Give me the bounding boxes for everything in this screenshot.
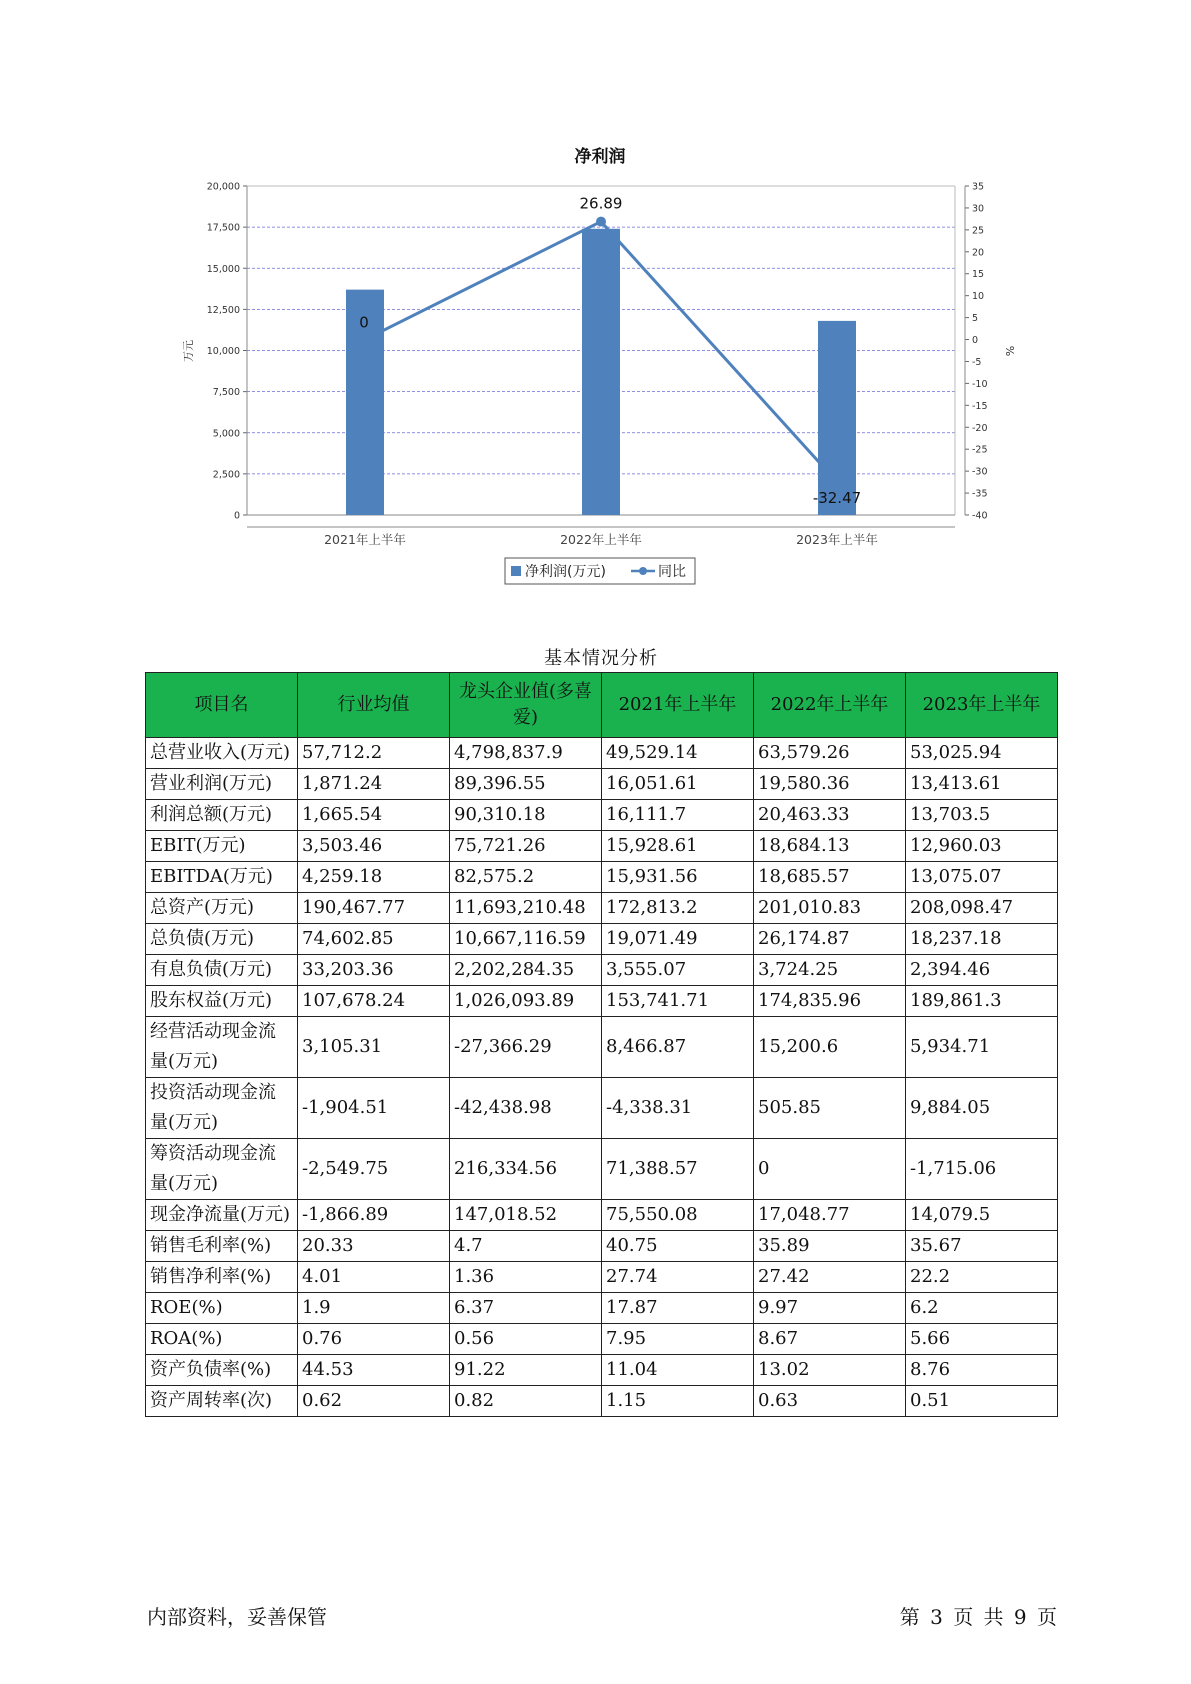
right-tick-label: 25: [972, 225, 985, 237]
table-cell: -27,366.29: [450, 1017, 602, 1078]
left-tick-label: 17,500: [206, 222, 240, 234]
row-label: EBIT(万元): [146, 831, 298, 862]
right-tick-label: -20: [972, 422, 988, 434]
table-cell: 5,934.71: [906, 1017, 1058, 1078]
right-tick-label: 35: [972, 181, 985, 193]
table-cell: 82,575.2: [450, 862, 602, 893]
table-row: [146, 955, 1058, 986]
table-cell: -2,549.75: [298, 1139, 450, 1200]
left-tick-label: 20,000: [206, 181, 240, 193]
table-cell: 18,684.13: [754, 831, 906, 862]
table-cell: 14,079.5: [906, 1200, 1058, 1231]
table-cell: 18,237.18: [906, 924, 1058, 955]
table-cell: 2,202,284.35: [450, 955, 602, 986]
table-cell: 12,960.03: [906, 831, 1058, 862]
x-tick-label: 2023年上半年: [796, 532, 878, 547]
right-tick-label: -30: [972, 466, 988, 478]
table-header-row: [146, 673, 1058, 738]
table-cell: 201,010.83: [754, 893, 906, 924]
table-cell: 172,813.2: [602, 893, 754, 924]
table-cell: 44.53: [298, 1355, 450, 1386]
table-cell: 33,203.36: [298, 955, 450, 986]
table-cell: 75,550.08: [602, 1200, 754, 1231]
table-cell: 26,174.87: [754, 924, 906, 955]
chart-title: 净利润: [574, 147, 626, 167]
chart-svg: [0, 0, 1191, 600]
left-tick-label: 2,500: [212, 469, 240, 481]
table-cell: 0.56: [450, 1324, 602, 1355]
table-cell: 89,396.55: [450, 769, 602, 800]
table-row: [146, 738, 1058, 769]
table-cell: 63,579.26: [754, 738, 906, 769]
row-label: EBITDA(万元): [146, 862, 298, 893]
table-row: [146, 1355, 1058, 1386]
row-label: 投资活动现金流量(万元): [146, 1078, 298, 1139]
table-cell: 3,555.07: [602, 955, 754, 986]
table-cell: 107,678.24: [298, 986, 450, 1017]
table-cell: 53,025.94: [906, 738, 1058, 769]
table-row: [146, 1386, 1058, 1417]
table-cell: 4,798,837.9: [450, 738, 602, 769]
right-tick-label: -40: [972, 510, 988, 522]
row-label: ROA(%): [146, 1324, 298, 1355]
table-cell: 190,467.77: [298, 893, 450, 924]
line-point: [596, 217, 606, 227]
table-cell: -4,338.31: [602, 1078, 754, 1139]
table-cell: 174,835.96: [754, 986, 906, 1017]
table-row: [146, 1078, 1058, 1139]
table-cell: 57,712.2: [298, 738, 450, 769]
table-cell: 40.75: [602, 1231, 754, 1262]
table-cell: 75,721.26: [450, 831, 602, 862]
row-label: 有息负债(万元): [146, 955, 298, 986]
table-cell: 1,871.24: [298, 769, 450, 800]
table-cell: 17.87: [602, 1293, 754, 1324]
table-cell: 216,334.56: [450, 1139, 602, 1200]
table-row: [146, 924, 1058, 955]
table-cell: 13,075.07: [906, 862, 1058, 893]
y-right-axis-label: %: [1003, 345, 1016, 357]
table-cell: 8.67: [754, 1324, 906, 1355]
table-cell: 0.82: [450, 1386, 602, 1417]
table-cell: 3,503.46: [298, 831, 450, 862]
table-cell: 0.51: [906, 1386, 1058, 1417]
right-tick-label: 20: [972, 247, 985, 259]
row-label: 资产周转率(次): [146, 1386, 298, 1417]
table-cell: 4.01: [298, 1262, 450, 1293]
bar-net-profit: [582, 229, 620, 515]
table-cell: 49,529.14: [602, 738, 754, 769]
table-cell: 0.76: [298, 1324, 450, 1355]
table-cell: 18,685.57: [754, 862, 906, 893]
table-row: [146, 1262, 1058, 1293]
legend-line-marker: [639, 567, 647, 575]
row-label: 总负债(万元): [146, 924, 298, 955]
right-tick-label: 5: [972, 313, 979, 325]
table-cell: 20.33: [298, 1231, 450, 1262]
table-cell: 19,071.49: [602, 924, 754, 955]
table-cell: 8.76: [906, 1355, 1058, 1386]
table-cell: 4,259.18: [298, 862, 450, 893]
table-cell: 10,667,116.59: [450, 924, 602, 955]
table-caption: 基本情况分析: [544, 648, 658, 669]
table-row: [146, 986, 1058, 1017]
table-cell: 91.22: [450, 1355, 602, 1386]
left-tick-label: 5,000: [212, 428, 240, 440]
column-header: 行业均值: [298, 673, 450, 738]
row-label: 股东权益(万元): [146, 986, 298, 1017]
table-cell: 1.15: [602, 1386, 754, 1417]
footer-confidential-note: 内部资料，妥善保管: [147, 1605, 327, 1629]
table-cell: 4.7: [450, 1231, 602, 1262]
table-cell: 1.36: [450, 1262, 602, 1293]
right-tick-label: 15: [972, 269, 985, 281]
table-row: [146, 800, 1058, 831]
table-cell: 15,200.6: [754, 1017, 906, 1078]
table-row: [146, 1324, 1058, 1355]
table-cell: 8,466.87: [602, 1017, 754, 1078]
table-cell: 1,665.54: [298, 800, 450, 831]
row-label: 营业利润(万元): [146, 769, 298, 800]
legend-bar-swatch: [511, 566, 521, 576]
column-header: 2021年上半年: [602, 673, 754, 738]
row-label: 筹资活动现金流量(万元): [146, 1139, 298, 1200]
table-cell: 90,310.18: [450, 800, 602, 831]
right-tick-label: -5: [972, 356, 982, 368]
left-tick-label: 12,500: [206, 304, 240, 316]
x-tick-label: 2021年上半年: [324, 532, 406, 547]
table-cell: 35.89: [754, 1231, 906, 1262]
row-label: 销售毛利率(%): [146, 1231, 298, 1262]
table-cell: 0: [754, 1139, 906, 1200]
x-tick-label: 2022年上半年: [560, 532, 642, 547]
right-tick-label: -15: [972, 400, 988, 412]
right-tick-label: -10: [972, 378, 988, 390]
table-cell: 27.74: [602, 1262, 754, 1293]
right-tick-label: 0: [972, 335, 979, 347]
row-label: 经营活动现金流量(万元): [146, 1017, 298, 1078]
table-row: [146, 769, 1058, 800]
table-cell: 5.66: [906, 1324, 1058, 1355]
left-tick-label: 10,000: [206, 346, 240, 357]
table-cell: 35.67: [906, 1231, 1058, 1262]
table-cell: -42,438.98: [450, 1078, 602, 1139]
table-row: [146, 1139, 1058, 1200]
table-row: [146, 862, 1058, 893]
table-cell: 15,928.61: [602, 831, 754, 862]
table-cell: 3,105.31: [298, 1017, 450, 1078]
legend-line-label: 同比: [658, 564, 686, 580]
left-tick-label: 7,500: [212, 387, 240, 399]
table-cell: -1,904.51: [298, 1078, 450, 1139]
table-cell: 153,741.71: [602, 986, 754, 1017]
table-cell: 189,861.3: [906, 986, 1058, 1017]
column-header: 项目名: [146, 673, 298, 738]
column-header: 2022年上半年: [754, 673, 906, 738]
table-cell: 74,602.85: [298, 924, 450, 955]
row-label: 利润总额(万元): [146, 800, 298, 831]
table-cell: 147,018.52: [450, 1200, 602, 1231]
y-axis-label: 万元: [182, 340, 195, 362]
right-tick-label: 10: [972, 291, 985, 303]
right-tick-label: 30: [972, 203, 985, 215]
row-label: 现金净流量(万元): [146, 1200, 298, 1231]
table-cell: 6.2: [906, 1293, 1058, 1324]
table-cell: 0.63: [754, 1386, 906, 1417]
table-cell: 71,388.57: [602, 1139, 754, 1200]
table-cell: 13.02: [754, 1355, 906, 1386]
table-row: [146, 893, 1058, 924]
table-cell: 16,111.7: [602, 800, 754, 831]
table-cell: 15,931.56: [602, 862, 754, 893]
left-tick-label: 15,000: [206, 263, 240, 275]
right-tick-label: -25: [972, 444, 988, 456]
table-cell: 11,693,210.48: [450, 893, 602, 924]
row-label: 资产负债率(%): [146, 1355, 298, 1386]
table-cell: -1,866.89: [298, 1200, 450, 1231]
table-cell: 9,884.05: [906, 1078, 1058, 1139]
table-cell: 1.9: [298, 1293, 450, 1324]
table-row: [146, 831, 1058, 862]
row-label: ROE(%): [146, 1293, 298, 1324]
column-header: 龙头企业值(多喜爱): [450, 673, 602, 738]
data-label: 26.89: [579, 194, 623, 213]
row-label: 总营业收入(万元): [146, 738, 298, 769]
data-label: 0: [359, 313, 369, 332]
table-cell: 17,048.77: [754, 1200, 906, 1231]
table-cell: 2,394.46: [906, 955, 1058, 986]
table-cell: 3,724.25: [754, 955, 906, 986]
table-cell: 20,463.33: [754, 800, 906, 831]
table-row: [146, 1017, 1058, 1078]
table-cell: -1,715.06: [906, 1139, 1058, 1200]
table-row: [146, 1231, 1058, 1262]
table-cell: 19,580.36: [754, 769, 906, 800]
table-cell: 11.04: [602, 1355, 754, 1386]
table-cell: 9.97: [754, 1293, 906, 1324]
table-row: [146, 1200, 1058, 1231]
table-cell: 0.62: [298, 1386, 450, 1417]
table-cell: 13,703.5: [906, 800, 1058, 831]
table-cell: 13,413.61: [906, 769, 1058, 800]
row-label: 总资产(万元): [146, 893, 298, 924]
right-tick-label: -35: [972, 488, 988, 500]
table-cell: 1,026,093.89: [450, 986, 602, 1017]
table-cell: 27.42: [754, 1262, 906, 1293]
table-cell: 16,051.61: [602, 769, 754, 800]
basic-analysis-table: [145, 672, 1058, 1417]
left-tick-label: 0: [233, 510, 240, 522]
legend-bar-label: 净利润(万元): [525, 564, 606, 580]
table-cell: 208,098.47: [906, 893, 1058, 924]
table-cell: 6.37: [450, 1293, 602, 1324]
row-label: 销售净利率(%): [146, 1262, 298, 1293]
footer-page-number: 第 3 页 共 9 页: [899, 1605, 1057, 1629]
column-header: 2023年上半年: [906, 673, 1058, 738]
table-row: [146, 1293, 1058, 1324]
net-profit-chart: [0, 0, 1191, 600]
data-label: -32.47: [812, 488, 862, 507]
bar-net-profit: [818, 321, 856, 515]
table-cell: 22.2: [906, 1262, 1058, 1293]
table-cell: 505.85: [754, 1078, 906, 1139]
table-cell: 7.95: [602, 1324, 754, 1355]
